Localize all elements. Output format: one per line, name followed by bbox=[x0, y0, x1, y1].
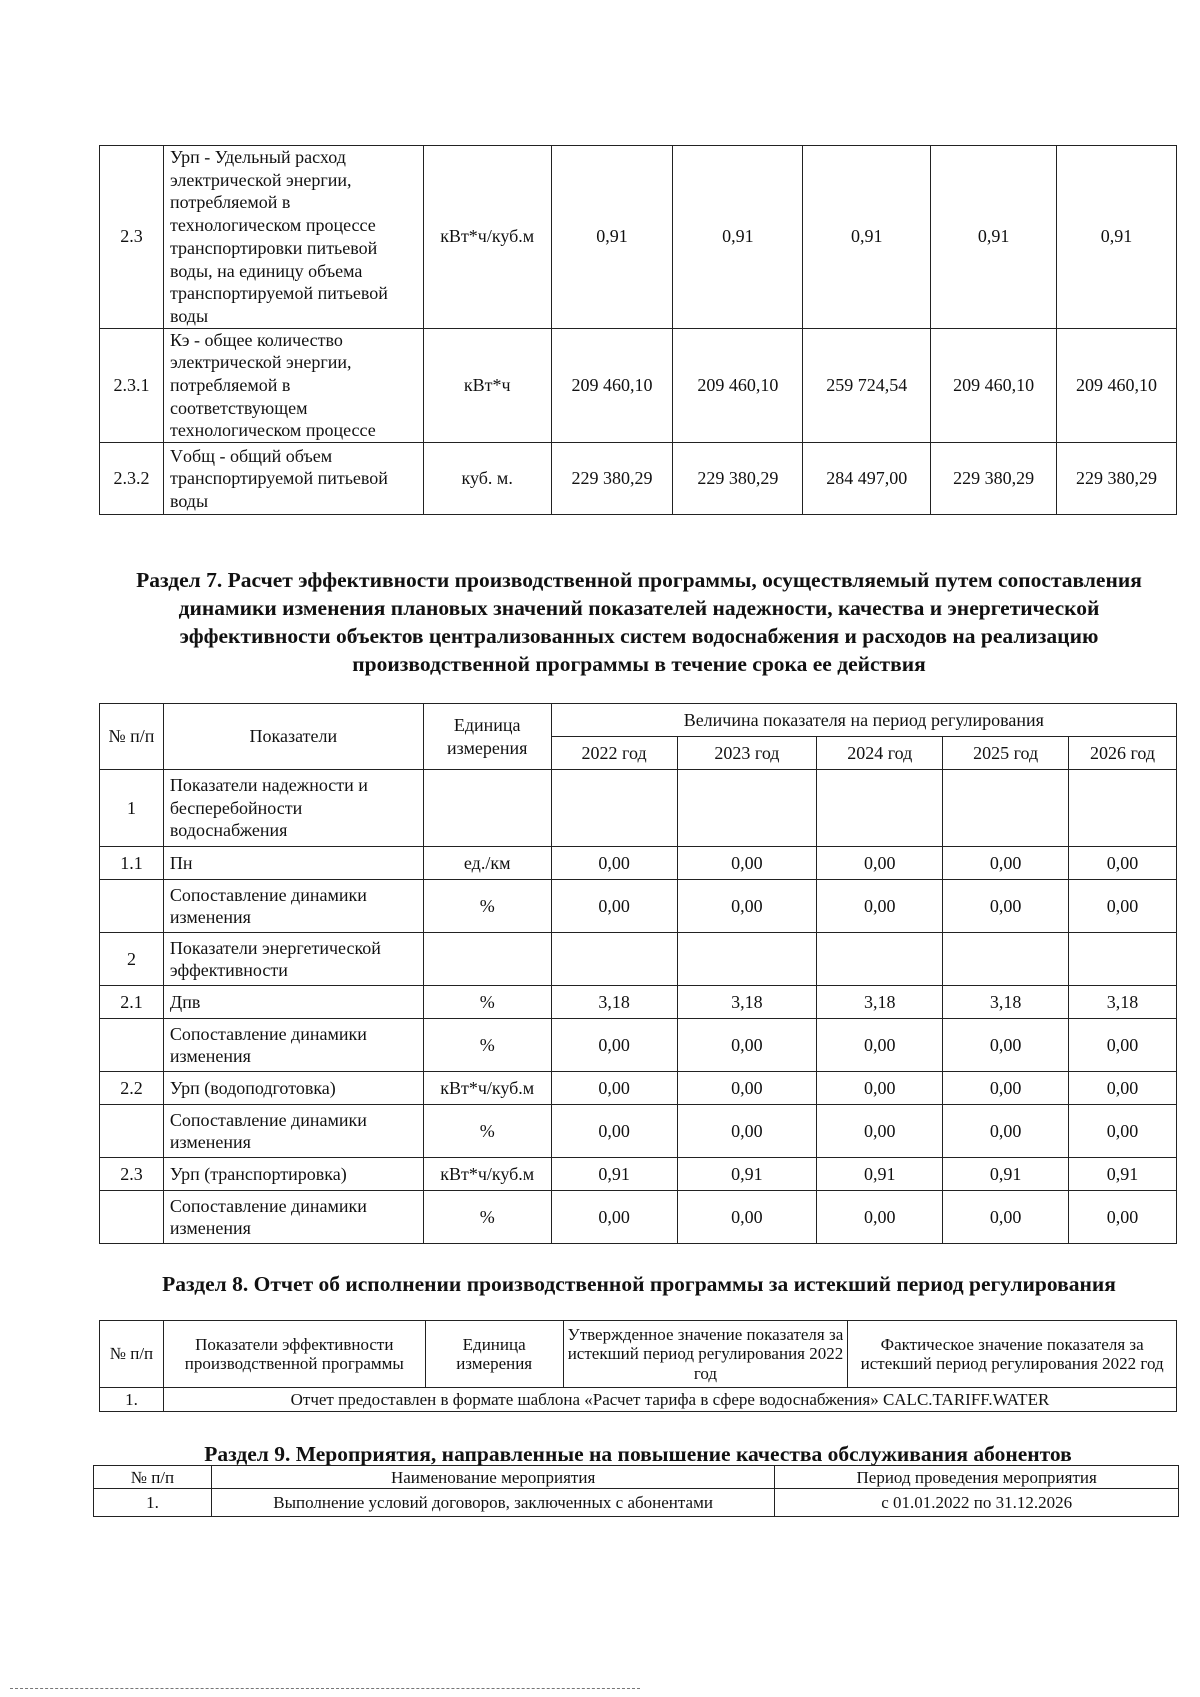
row-value: 0,00 bbox=[551, 1105, 677, 1158]
row-indicator: Урп (водоподготовка) bbox=[163, 1072, 423, 1105]
row-value: 3,18 bbox=[817, 986, 943, 1019]
row-indicator: Урп (транспортировка) bbox=[163, 1158, 423, 1191]
row-value bbox=[943, 770, 1069, 847]
row-num: 1. bbox=[100, 1388, 164, 1412]
row-num bbox=[100, 1191, 164, 1244]
row-value: 284 497,00 bbox=[803, 443, 931, 515]
row-unit bbox=[423, 933, 551, 986]
measure-period: с 01.01.2022 по 31.12.2026 bbox=[775, 1489, 1179, 1517]
row-unit: % bbox=[423, 1105, 551, 1158]
row-value: 229 380,29 bbox=[1057, 443, 1177, 515]
row-value: 0,00 bbox=[817, 880, 943, 933]
row-unit: % bbox=[423, 986, 551, 1019]
row-indicator: Сопоставление динамики изменения bbox=[163, 1019, 423, 1072]
row-value: 209 460,10 bbox=[931, 328, 1057, 443]
row-value: 0,00 bbox=[677, 1019, 817, 1072]
row-value: 0,00 bbox=[943, 847, 1069, 880]
row-value: 0,00 bbox=[551, 847, 677, 880]
section-9-title: Раздел 9. Мероприятия, направленные на повышение качества обслуживания абонентов bbox=[204, 1442, 1072, 1466]
row-value bbox=[677, 933, 817, 986]
row-indicator: Сопоставление динамики изменения bbox=[163, 880, 423, 933]
header-actual: Фактическое значение показателя за истекший период регулирования 2022 год bbox=[848, 1321, 1177, 1388]
row-indicator: Сопоставление динамики изменения bbox=[163, 1105, 423, 1158]
row-value: 0,00 bbox=[817, 1105, 943, 1158]
table-row bbox=[100, 1019, 1177, 1072]
row-value: 0,00 bbox=[817, 1191, 943, 1244]
row-indicator: Показатели надежности и бесперебойности водоснабжения bbox=[163, 770, 423, 847]
table-row bbox=[100, 880, 1177, 933]
measure-name: Выполнение условий договоров, заключенных с абонентами bbox=[211, 1489, 774, 1517]
table-row bbox=[100, 1158, 1177, 1191]
row-value: 209 460,10 bbox=[673, 328, 803, 443]
efficiency-table-body bbox=[100, 770, 1177, 1244]
header-period: Период проведения мероприятия bbox=[775, 1466, 1179, 1489]
table-row bbox=[100, 847, 1177, 880]
header-year: 2024 год bbox=[817, 737, 943, 770]
row-value: 0,00 bbox=[1069, 1105, 1177, 1158]
table-row bbox=[100, 770, 1177, 847]
row-num bbox=[100, 1019, 164, 1072]
row-unit: % bbox=[423, 1019, 551, 1072]
row-value: 209 460,10 bbox=[1057, 328, 1177, 443]
row-value: 0,00 bbox=[943, 880, 1069, 933]
row-unit: кВт*ч/куб.м bbox=[423, 146, 551, 329]
table-row bbox=[100, 146, 1177, 329]
row-value: 0,00 bbox=[817, 847, 943, 880]
row-value: 0,91 bbox=[551, 1158, 677, 1191]
row-value: 3,18 bbox=[677, 986, 817, 1019]
row-value: 0,91 bbox=[931, 146, 1057, 329]
header-approved: Утвержденное значение показателя за истекший период регулирования 2022 год bbox=[563, 1321, 848, 1388]
row-value: 3,18 bbox=[943, 986, 1069, 1019]
row-value: 0,91 bbox=[817, 1158, 943, 1191]
row-value bbox=[551, 770, 677, 847]
table-row bbox=[100, 1072, 1177, 1105]
row-unit: ед./км bbox=[423, 847, 551, 880]
header-year: 2022 год bbox=[551, 737, 677, 770]
row-num: 2.3 bbox=[100, 146, 164, 329]
row-unit: куб. м. bbox=[423, 443, 551, 515]
row-indicator: Пн bbox=[163, 847, 423, 880]
row-value: 0,00 bbox=[677, 1191, 817, 1244]
header-year: 2023 год bbox=[677, 737, 817, 770]
row-indicator: Урп - Удельный расход электрической энергии, потребляемой в технологическом процессе транспортировки питьевой воды, на единицу объема транспортируемой питьевой воды bbox=[163, 146, 423, 329]
row-value bbox=[817, 770, 943, 847]
row-value: 0,00 bbox=[677, 880, 817, 933]
row-value: 0,00 bbox=[943, 1072, 1069, 1105]
row-value: 0,00 bbox=[1069, 880, 1177, 933]
row-value: 0,91 bbox=[1069, 1158, 1177, 1191]
header-measure: Наименование мероприятия bbox=[211, 1466, 774, 1489]
row-value: 0,00 bbox=[677, 1072, 817, 1105]
row-indicator: Показатели энергетической эффективности bbox=[163, 933, 423, 986]
header-num: № п/п bbox=[100, 1321, 164, 1388]
row-value: 229 380,29 bbox=[551, 443, 673, 515]
header-year: 2026 год bbox=[1069, 737, 1177, 770]
header-num: № п/п bbox=[94, 1466, 212, 1489]
row-value bbox=[817, 933, 943, 986]
row-unit: % bbox=[423, 1191, 551, 1244]
section-8-title: Раздел 8. Отчет об исполнении производственной программы за истекший период регулирования bbox=[162, 1272, 1116, 1296]
header-indicators: Показатели эффективности производственной программы bbox=[163, 1321, 425, 1388]
row-indicator: Кэ - общее количество электрической энергии, потребляемой в соответствующем технологическом процессе bbox=[163, 328, 423, 443]
row-value: 0,00 bbox=[677, 1105, 817, 1158]
row-value: 229 380,29 bbox=[673, 443, 803, 515]
header-unit: Единица измерения bbox=[425, 1321, 563, 1388]
row-value: 0,00 bbox=[1069, 1072, 1177, 1105]
row-value: 3,18 bbox=[1069, 986, 1177, 1019]
row-value: 0,00 bbox=[1069, 1019, 1177, 1072]
table-row bbox=[100, 443, 1177, 515]
report-table bbox=[99, 1320, 1177, 1412]
row-num: 1. bbox=[94, 1489, 212, 1517]
row-value bbox=[1069, 933, 1177, 986]
row-value: 0,91 bbox=[673, 146, 803, 329]
table-row bbox=[100, 1105, 1177, 1158]
table-row bbox=[100, 986, 1177, 1019]
row-value: 3,18 bbox=[551, 986, 677, 1019]
row-num: 2.3.1 bbox=[100, 328, 164, 443]
header-indicators: Показатели bbox=[163, 704, 423, 770]
row-unit: кВт*ч/куб.м bbox=[423, 1158, 551, 1191]
row-unit: % bbox=[423, 880, 551, 933]
row-value: 0,00 bbox=[943, 1019, 1069, 1072]
row-value: 229 380,29 bbox=[931, 443, 1057, 515]
row-value: 0,00 bbox=[1069, 847, 1177, 880]
row-value bbox=[551, 933, 677, 986]
efficiency-table bbox=[99, 703, 1177, 1244]
row-value: 0,00 bbox=[817, 1072, 943, 1105]
row-num: 1 bbox=[100, 770, 164, 847]
row-num: 2 bbox=[100, 933, 164, 986]
table-row bbox=[100, 328, 1177, 443]
row-value: 0,00 bbox=[943, 1191, 1069, 1244]
row-num bbox=[100, 880, 164, 933]
header-year: 2025 год bbox=[943, 737, 1069, 770]
row-num: 2.2 bbox=[100, 1072, 164, 1105]
row-value: 0,91 bbox=[677, 1158, 817, 1191]
measures-table bbox=[93, 1465, 1179, 1517]
row-value: 0,91 bbox=[943, 1158, 1069, 1191]
row-indicator: Сопоставление динамики изменения bbox=[163, 1191, 423, 1244]
row-value: 209 460,10 bbox=[551, 328, 673, 443]
row-value: 0,00 bbox=[817, 1019, 943, 1072]
report-note: Отчет предоставлен в формате шаблона «Расчет тарифа в сфере водоснабжения» CALC.TARIFF.WATER bbox=[163, 1388, 1176, 1412]
row-value: 0,00 bbox=[551, 1019, 677, 1072]
row-value: 0,91 bbox=[803, 146, 931, 329]
row-value: 259 724,54 bbox=[803, 328, 931, 443]
row-num bbox=[100, 1105, 164, 1158]
row-value: 0,00 bbox=[943, 1105, 1069, 1158]
footer-divider bbox=[10, 1688, 640, 1689]
row-value: 0,00 bbox=[551, 880, 677, 933]
continuation-table bbox=[99, 145, 1177, 515]
row-value bbox=[943, 933, 1069, 986]
row-num: 1.1 bbox=[100, 847, 164, 880]
table-row bbox=[100, 933, 1177, 986]
row-num: 2.3 bbox=[100, 1158, 164, 1191]
row-unit: кВт*ч/куб.м bbox=[423, 1072, 551, 1105]
row-value: 0,00 bbox=[1069, 1191, 1177, 1244]
row-indicator: Дпв bbox=[163, 986, 423, 1019]
row-unit bbox=[423, 770, 551, 847]
header-period: Величина показателя на период регулирования bbox=[551, 704, 1176, 737]
row-value: 0,00 bbox=[677, 847, 817, 880]
header-unit: Единица измерения bbox=[423, 704, 551, 770]
row-num: 2.1 bbox=[100, 986, 164, 1019]
row-value: 0,91 bbox=[551, 146, 673, 329]
row-indicator: Vобщ - общий объем транспортируемой питьевой воды bbox=[163, 443, 423, 515]
section-7-title: Раздел 7. Расчет эффективности производственной программы, осуществляемый путем сопоставления динамики изменения плановых значений показателей надежности, качества и энергетической эффективности объектов централизованных систем водоснабжения и расходов на реализацию производственной программы в течение срока ее действия bbox=[136, 568, 1142, 676]
header-num: № п/п bbox=[100, 704, 164, 770]
row-value: 0,00 bbox=[551, 1072, 677, 1105]
row-value: 0,00 bbox=[551, 1191, 677, 1244]
row-value bbox=[1069, 770, 1177, 847]
table-row bbox=[100, 1191, 1177, 1244]
row-value: 0,91 bbox=[1057, 146, 1177, 329]
row-num: 2.3.2 bbox=[100, 443, 164, 515]
row-unit: кВт*ч bbox=[423, 328, 551, 443]
row-value bbox=[677, 770, 817, 847]
continuation-table-body bbox=[100, 146, 1177, 515]
